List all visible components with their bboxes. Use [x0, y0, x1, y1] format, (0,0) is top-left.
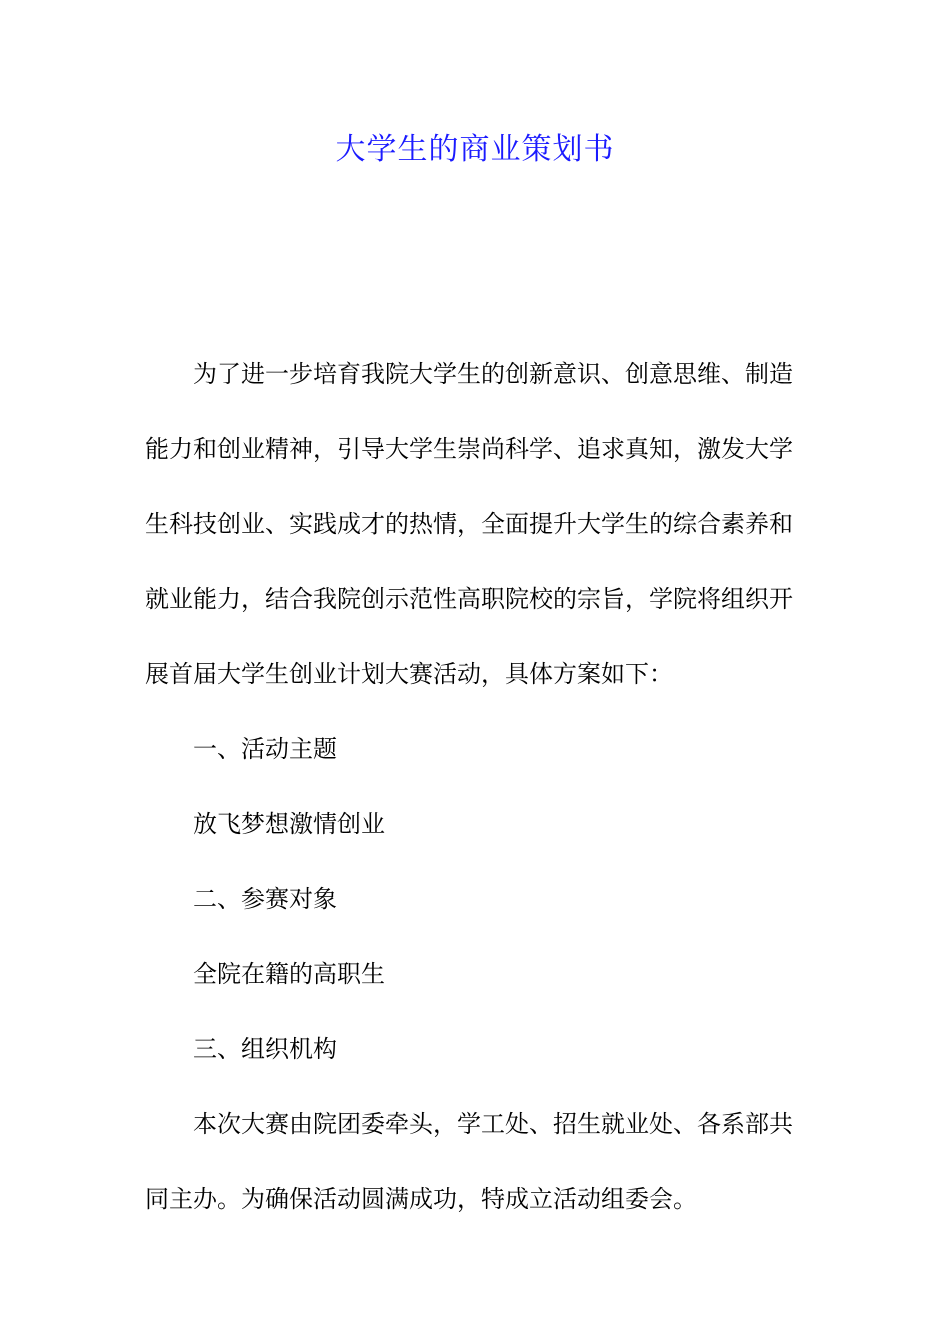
section-heading-participants: 二、参赛对象	[193, 885, 337, 913]
section-body-theme: 放飞梦想激情创业	[193, 810, 385, 838]
document-body	[145, 337, 805, 1237]
section-body-participants: 全院在籍的高职生	[193, 960, 385, 988]
section-heading-organization: 三、组织机构	[193, 1035, 337, 1063]
section-heading-theme: 一、活动主题	[193, 735, 337, 763]
intro-line-4: 就业能力，结合我院创示范性高职院校的宗旨，学院将组织开	[145, 585, 793, 613]
document-title: 大学生的商业策划书	[335, 132, 615, 167]
intro-line-2: 能力和创业精神，引导大学生崇尚科学、追求真知，激发大学	[145, 435, 793, 463]
intro-line-3: 生科技创业、实践成才的热情，全面提升大学生的综合素养和	[145, 510, 793, 538]
organization-line-1: 本次大赛由院团委牵头，学工处、招生就业处、各系部共	[193, 1110, 793, 1138]
organization-line-2: 同主办。为确保活动圆满成功，特成立活动组委会。	[145, 1185, 697, 1213]
intro-line-1: 为了进一步培育我院大学生的创新意识、创意思维、制造	[193, 360, 793, 388]
intro-line-5: 展首届大学生创业计划大赛活动，具体方案如下：	[145, 660, 673, 688]
